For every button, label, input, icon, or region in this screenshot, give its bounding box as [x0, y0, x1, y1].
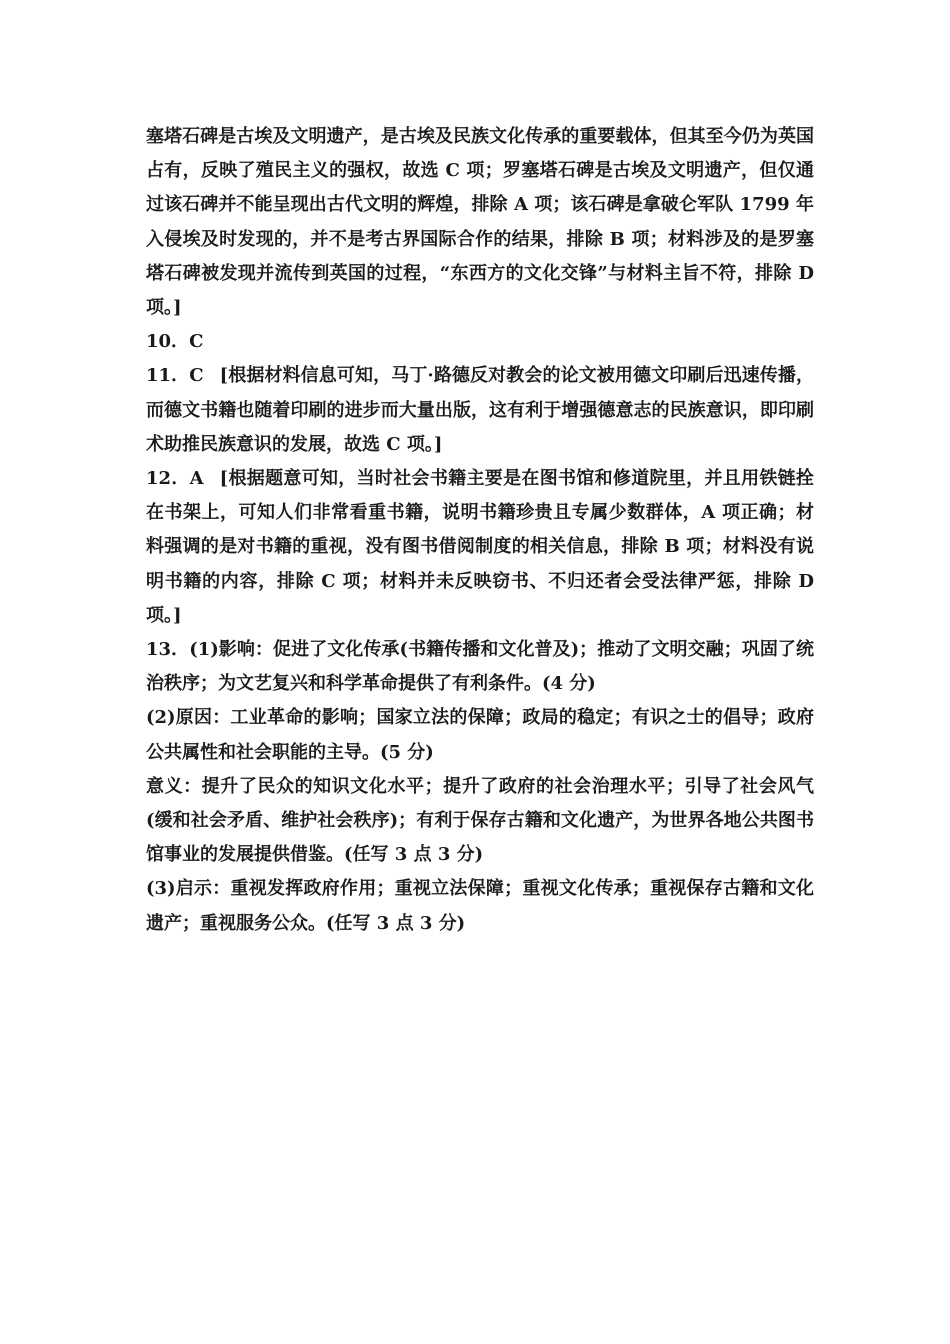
- q11-answer: [146, 359, 814, 462]
- q10-answer: [146, 325, 814, 359]
- q13-part1-text: (1)影响：促进了文化传承(书籍传播和文化普及)；推动了文明交融；巩固了统治秩序；为文艺复兴和科学革命提供了有利条件。(4 分): [146, 639, 814, 695]
- q11-explanation: [根据材料信息可知，马丁·路德反对教会的论文被用德文印刷后迅速传播，而德文书籍也随着印刷的进步而大量出版，这有利于增强德意志的民族意识，即印刷术助推民族意识的发展，故选 C 项。]: [146, 365, 814, 455]
- q10-number: 10．: [146, 331, 190, 353]
- answer-page: [146, 120, 814, 941]
- q13-number: 13．: [146, 639, 190, 661]
- q13-part2-reason: (2)原因：工业革命的影响；国家立法的保障；政局的稳定；有识之士的倡导；政府公共属性和社会职能的主导。(5 分): [146, 707, 814, 763]
- q11-choice: C: [189, 365, 204, 387]
- q12-choice: A: [189, 468, 204, 490]
- q12-answer: [146, 462, 814, 633]
- q10-choice: C: [189, 331, 204, 353]
- q13-part1: [146, 633, 814, 701]
- q11-number: 11．: [146, 365, 190, 387]
- q13-part3: (3)启示：重视发挥政府作用；重视立法保障；重视文化传承；重视保存古籍和文化遗产；重视服务公众。(任写 3 点 3 分): [146, 878, 814, 934]
- q13-part2-meaning: 意义：提升了民众的知识文化水平；提升了政府的社会治理水平；引导了社会风气(缓和社会矛盾、维护社会秩序)；有利于保存古籍和文化遗产，为世界各地公共图书馆事业的发展提供借鉴。(任写 3 点 3 分): [146, 775, 814, 866]
- q9-explanation-continued: 塞塔石碑是古埃及文明遗产，是古埃及民族文化传承的重要载体，但其至今仍为英国占有，反映了殖民主义的强权，故选 C 项；罗塞塔石碑是古埃及文明遗产，但仅通过该石碑并不能呈现出古代文明的辉煌，排除 A 项；该石碑是拿破仑军队 1799 年入侵埃及时发现的，并不是考古界国际合作的结果，排除 B 项；材料涉及的是罗塞塔石碑被发现并流传到英国的过程，“东西方的文化交锋”与材料主旨不符，排除 D 项。]: [146, 126, 814, 319]
- q12-explanation: [根据题意可知，当时社会书籍主要是在图书馆和修道院里，并且用铁链拴在书架上，可知人们非常看重书籍，说明书籍珍贵且专属少数群体，A 项正确；材料强调的是对书籍的重视，没有图书借阅制度的相关信息，排除 B 项；材料没有说明书籍的内容，排除 C 项；材料并未反映窃书、不归还者会受法律严惩，排除 D 项。]: [146, 468, 814, 626]
- q12-number: 12．: [146, 468, 190, 490]
